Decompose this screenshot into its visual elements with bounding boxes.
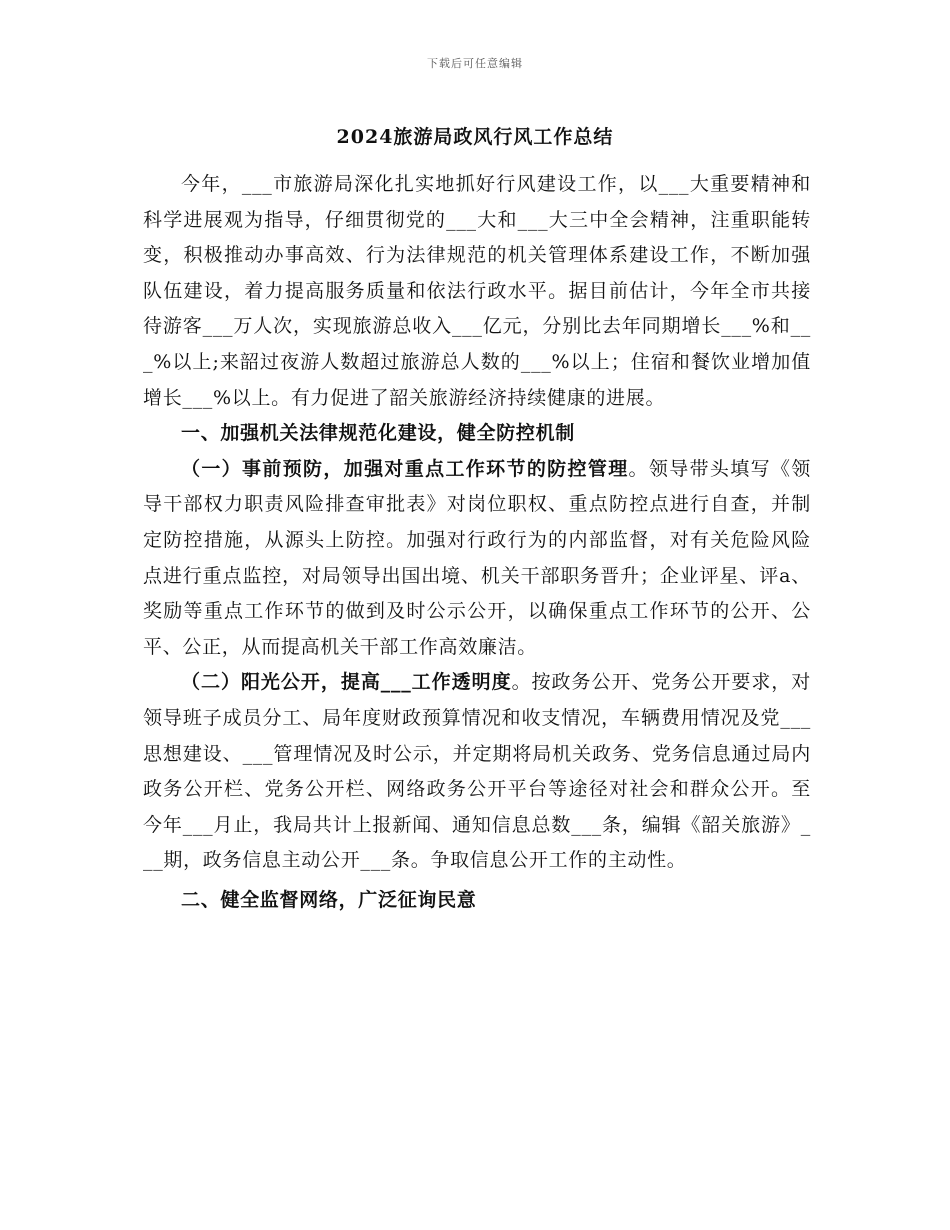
section-1-sub-2-text: 。按政务公开、党务公开要求，对领导班子成员分工、局年度财政预算情况和收支情况，车辆费用情况及党___思想建设、___管理情况及时公示，并定期将局机关政务、党务信息通过局内政务公开栏、党务公开栏、网络政务公开平台等途径对社会和群众公开。至今年___月止，我局共计上报新闻、通知信息总数___条，编辑《韶关旅游》___期，政务信息主动公开___条。争取信息公开工作的主动性。 xyxy=(143,671,811,872)
header-note: 下载后可任意编辑 xyxy=(427,57,523,70)
section-1-heading: 一、加强机关法律规范化建设，健全防控机制 xyxy=(181,422,576,445)
document-title: 2024旅游局政风行风工作总结 xyxy=(336,126,614,148)
document-body xyxy=(143,167,811,918)
section-1-sub-2-paragraph xyxy=(143,665,811,879)
section-2-heading: 二、健全监督网络，广泛征询民意 xyxy=(181,888,477,911)
intro-paragraph: 今年，___市旅游局深化扎实地抓好行风建设工作，以___大重要精神和科学进展观为指导，仔细贯彻党的___大和___大三中全会精神，注重职能转变，积极推动办事高效、行为法律规范的机关管理体系建设工作，不断加强队伍建设，着力提高服务质量和依法行政水平。据目前估计，今年全市共接待游客___万人次，实现旅游总收入___亿元，分别比去年同期增长___%和___%以上;来韶过夜游人数超过旅游总人数的___%以上；住宿和餐饮业增加值增长___%以上。有力促进了韶关旅游经济持续健康的进展。 xyxy=(143,173,811,409)
section-1-sub-1-paragraph xyxy=(143,452,811,666)
section-1-sub-1-lead: （一）事前预防，加强对重点工作环节的防控管理 xyxy=(181,457,629,480)
section-1-sub-1-text: 。领导带头填写《领导干部权力职责风险排查审批表》对岗位职权、重点防控点进行自查，并制定防控措施，从源头上防控。加强对行政行为的内部监督，对有关危险风险点进行重点监控，对局领导出国出境、机关干部职务晋升；企业评星、评a、奖励等重点工作环节的做到及时公示公开，以确保重点工作环节的公开、公平、公正，从而提高机关干部工作高效廉洁。 xyxy=(143,457,811,658)
section-1-sub-2-lead: （二）阳光公开，提高___工作透明度 xyxy=(181,671,512,694)
